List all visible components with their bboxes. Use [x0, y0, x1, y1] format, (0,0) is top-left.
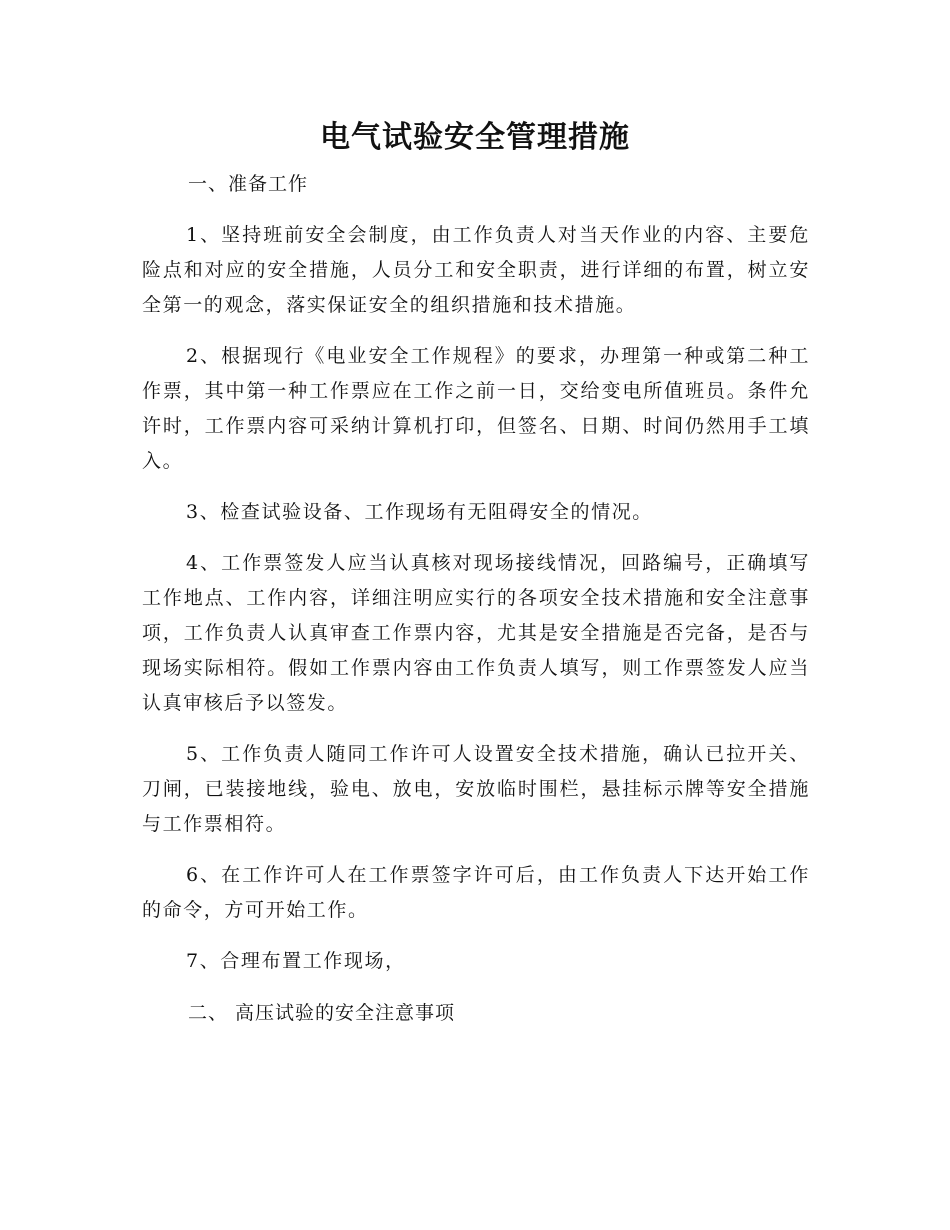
paragraph-7: 7、合理布置工作现场， — [186, 950, 406, 972]
paragraph-1: 1、坚持班前安全会制度，由工作负责人对当天作业的内容、主要危险点和对应的安全措施，人员分工和安全职责，进行详细的布置，树立安全第一的观念，落实保证安全的组织措施和技术措施。 — [142, 224, 810, 316]
paragraph-6: 6、在工作许可人在工作票签字许可后，由工作负责人下达开始工作的命令，方可开始工作。 — [142, 864, 810, 921]
section-heading-high-voltage: 二、 高压试验的安全注意事项 — [188, 1002, 456, 1024]
section-heading-preparation: 一、准备工作 — [188, 173, 309, 195]
paragraph-3: 3、检查试验设备、工作现场有无阻碍安全的情况。 — [186, 501, 653, 523]
paragraph-2: 2、根据现行《电业安全工作规程》的要求，办理第一种或第二种工作票，其中第一种工作票应在工作之前一日，交给变电所值班员。条件允许时，工作票内容可采纳计算机打印，但签名、日期、时间仍然用手工填入。 — [142, 345, 810, 472]
document-body — [142, 166, 810, 1047]
paragraph-5: 5、工作负责人随同工作许可人设置安全技术措施，确认已拉开关、刀闸，已装接地线，验电、放电，安放临时围栏，悬挂标示牌等安全措施与工作票相符。 — [142, 743, 810, 835]
document-title: 电气试验安全管理措施 — [320, 120, 630, 155]
paragraph-4: 4、工作票签发人应当认真核对现场接线情况，回路编号，正确填写工作地点、工作内容，详细注明应实行的各项安全技术措施和安全注意事项，工作负责人认真审查工作票内容，尤其是安全措施是否完备，是否与现场实际相符。假如工作票内容由工作负责人填写，则工作票签发人应当认真审核后予以签发。 — [142, 552, 810, 714]
